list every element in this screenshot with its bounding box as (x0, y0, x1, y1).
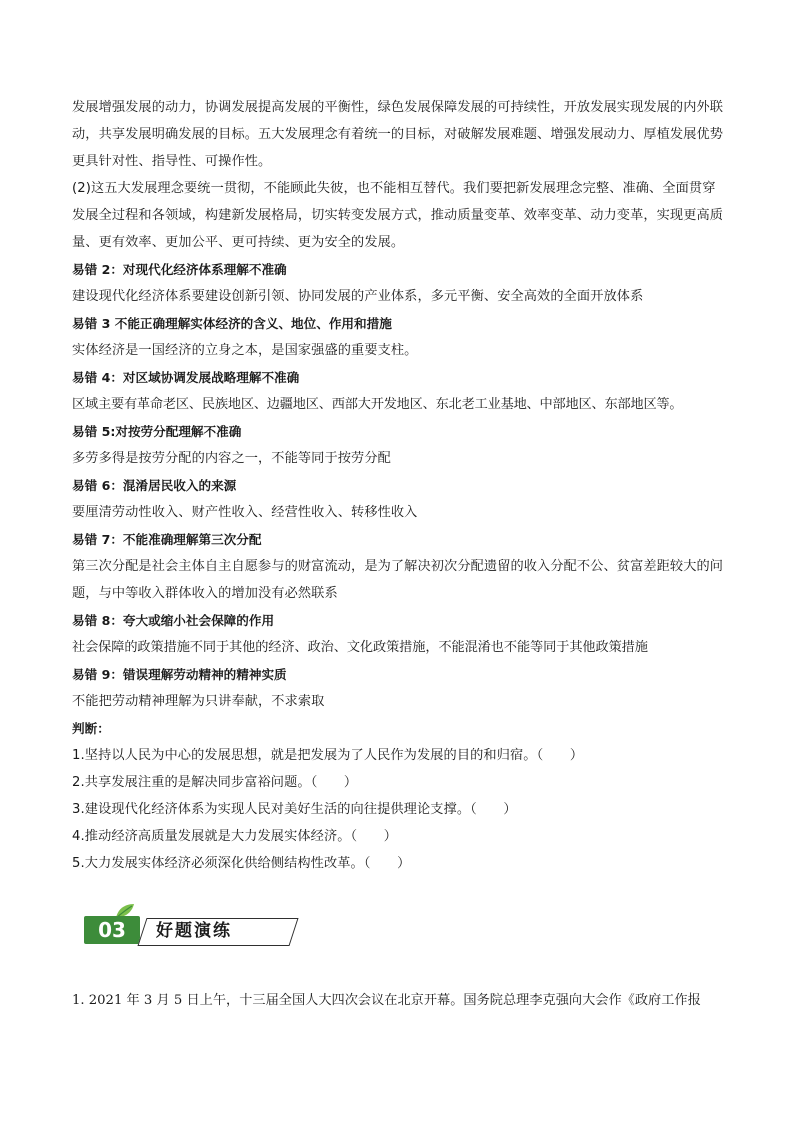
error-heading-4: 易错 4：对区域协调发展战略理解不准确 (72, 370, 300, 385)
error-heading-3: 易错 3 不能正确理解实体经济的含义、地位、作用和措施 (72, 316, 392, 331)
section-banner (84, 902, 274, 946)
judge-item-4: 4.推动经济高质量发展就是大力发展实体经济。（ ） (72, 829, 398, 844)
judge-item-5: 5.大力发展实体经济必须深化供给侧结构性改革。（ ） (72, 856, 411, 871)
judge-item-2: 2.共享发展注重的是解决同步富裕问题。（ ） (72, 775, 358, 790)
error-text-3: 实体经济是一国经济的立身之本，是国家强盛的重要支柱。 (72, 343, 418, 358)
error-heading-5: 易错 5:对按劳分配理解不准确 (72, 424, 242, 439)
intro-paragraph: 发展增强发展的动力，协调发展提高发展的平衡性，绿色发展保障发展的可持续性，开放发展实现发展的内外联动，共享发展明确发展的目标。五大发展理念有着统一的目标，对破解发展难题、增强发展动力、厚植发展优势更具针对性、指导性、可操作性。 (72, 100, 724, 169)
judge-item-1: 1.坚持以人民为中心的发展思想，就是把发展为了人民作为发展的目的和归宿。（ ） (72, 748, 584, 763)
judge-heading: 判断： (72, 721, 110, 736)
error-text-2: 建设现代化经济体系要建设创新引领、协同发展的产业体系，多元平衡、安全高效的全面开放体系 (72, 289, 644, 304)
error-heading-9: 易错 9：错误理解劳动精神的精神实质 (72, 667, 287, 682)
error-text-8: 社会保障的政策措施不同于其他的经济、政治、文化政策措施，不能混淆也不能等同于其他政策措施 (72, 640, 648, 655)
error-text-7: 第三次分配是社会主体自主自愿参与的财富流动，是为了解决初次分配遗留的收入分配不公、贫富差距较大的问题，与中等收入群体收入的增加没有必然联系 (72, 559, 724, 601)
error-heading-7: 易错 7：不能准确理解第三次分配 (72, 532, 262, 547)
section-number: 03 (84, 916, 140, 944)
error-text-6: 要厘清劳动性收入、财产性收入、经营性收入、转移性收入 (72, 505, 418, 520)
judge-item-3: 3.建设现代化经济体系为实现人民对美好生活的向往提供理论支撑。（ ） (72, 802, 517, 817)
error-heading-2: 易错 2：对现代化经济体系理解不准确 (72, 262, 287, 277)
document-body (72, 94, 728, 877)
section-title: 好题演练 (156, 921, 232, 941)
error-heading-6: 易错 6：混淆居民收入的来源 (72, 478, 237, 493)
question-1: 1. 2021 年 3 月 5 日上午，十三届全国人大四次会议在北京开幕。国务院总理李克强向大会作《政府工作报 (72, 993, 701, 1008)
error-heading-8: 易错 8：夸大或缩小社会保障的作用 (72, 613, 275, 628)
error-text-5: 多劳多得是按劳分配的内容之一，不能等同于按劳分配 (72, 451, 391, 466)
point-2-paragraph: (2)这五大发展理念要统一贯彻，不能顾此失彼，也不能相互替代。我们要把新发展理念完整、准确、全面贯穿发展全过程和各领域，构建新发展格局，切实转变发展方式，推动质量变革、效率变革、动力变革，实现更高质量、更有效率、更加公平、更可持续、更为安全的发展。 (72, 181, 724, 250)
error-text-9: 不能把劳动精神理解为只讲奉献，不求索取 (72, 694, 325, 709)
error-text-4: 区域主要有革命老区、民族地区、边疆地区、西部大开发地区、东北老工业基地、中部地区、东部地区等。 (72, 397, 683, 412)
